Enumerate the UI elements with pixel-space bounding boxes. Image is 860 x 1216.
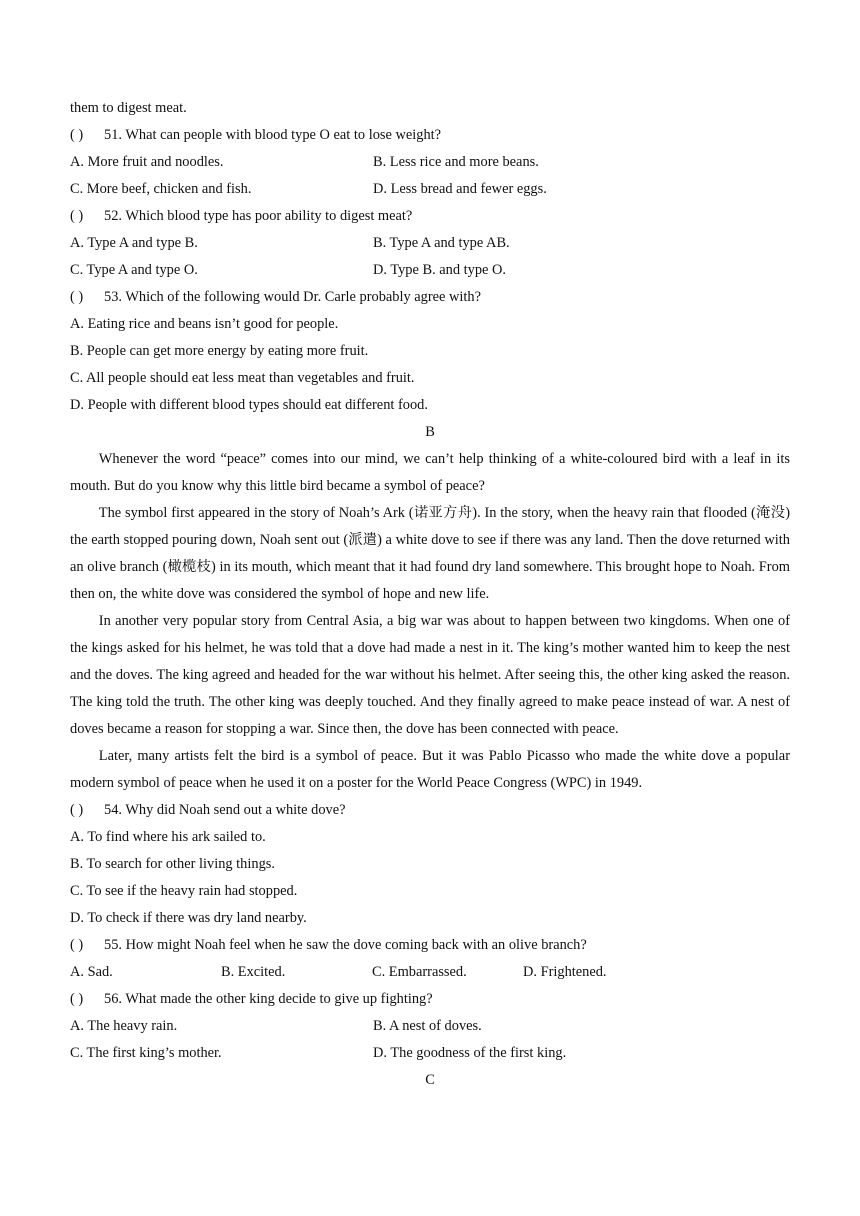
options-row	[70, 1040, 790, 1067]
option-a: A. Sad.	[70, 964, 113, 980]
option-c: C. More beef, chicken and fish.	[70, 181, 252, 197]
option-a: A. To find where his ark sailed to.	[70, 829, 266, 845]
question-53	[70, 284, 790, 311]
section-heading-c: C	[425, 1072, 435, 1088]
option-d: D. The goodness of the first king.	[373, 1045, 567, 1061]
answer-blank: ( )	[70, 802, 84, 818]
options-row	[70, 230, 790, 257]
option-a: A. Type A and type B.	[70, 235, 198, 251]
question-text: 53. Which of the following would Dr. Carle probably agree with?	[104, 289, 481, 305]
question-text: 52. Which blood type has poor ability to digest meat?	[104, 208, 413, 224]
passage-paragraph: The symbol first appeared in the story of Noah’s Ark (诺亚方舟). In the story, when the heavy rain that flooded (淹没) the earth stopped pouring down, Noah sent out (派遣) a white dove to see if there was any land. Then the dove returned with an olive branch (橄榄枝) in its mouth, which meant that it had found dry land somewhere. This brought hope to Noah. From then on, the white dove was considered the symbol of hope and new life.	[70, 505, 790, 602]
question-54	[70, 797, 790, 824]
option-c: C. The first king’s mother.	[70, 1045, 222, 1061]
question-56	[70, 986, 790, 1013]
option-d: D. Frightened.	[523, 964, 607, 980]
option-d: D. Less bread and fewer eggs.	[373, 181, 547, 197]
intro-tail: them to digest meat.	[70, 100, 187, 116]
question-text: 54. Why did Noah send out a white dove?	[104, 802, 346, 818]
question-text: 51. What can people with blood type O eat to lose weight?	[104, 127, 442, 143]
passage-paragraph: In another very popular story from Central Asia, a big war was about to happen between two kingdoms. When one of the kings asked for his helmet, he was told that a dove had made a nest in it. The king’s mother wanted him to keep the nest and the doves. The king agreed and headed for the war without his helmet. After seeing this, the other king asked the reason. The king told the truth. The other king was deeply touched. And they finally agreed to make peace instead of war. A nest of doves became a reason for stopping a war. Since then, the dove has been connected with peace.	[70, 613, 790, 737]
options-row	[70, 959, 790, 986]
question-text: 56. What made the other king decide to give up fighting?	[104, 991, 433, 1007]
option-b: B. Type A and type AB.	[373, 235, 510, 251]
options-row	[70, 257, 790, 284]
options-row	[70, 149, 790, 176]
options-row	[70, 176, 790, 203]
question-55	[70, 932, 790, 959]
question-51	[70, 122, 790, 149]
answer-blank: ( )	[70, 937, 84, 953]
option-b: B. Less rice and more beans.	[373, 154, 539, 170]
option-a: A. More fruit and noodles.	[70, 154, 224, 170]
option-d: D. Type B. and type O.	[373, 262, 507, 278]
option-d: D. People with different blood types should eat different food.	[70, 397, 428, 413]
option-a: A. Eating rice and beans isn’t good for people.	[70, 316, 339, 332]
passage-paragraph: Whenever the word “peace” comes into our mind, we can’t help thinking of a white-coloured bird with a leaf in its mouth. But do you know why this little bird became a symbol of peace?	[70, 451, 790, 494]
exam-page	[70, 95, 790, 1094]
option-d: D. To check if there was dry land nearby.	[70, 910, 307, 926]
answer-blank: ( )	[70, 208, 84, 224]
question-52	[70, 203, 790, 230]
option-b: B. To search for other living things.	[70, 856, 275, 872]
answer-blank: ( )	[70, 289, 84, 305]
option-c: C. All people should eat less meat than vegetables and fruit.	[70, 370, 415, 386]
option-b: B. People can get more energy by eating more fruit.	[70, 343, 369, 359]
question-text: 55. How might Noah feel when he saw the dove coming back with an olive branch?	[104, 937, 587, 953]
option-a: A. The heavy rain.	[70, 1018, 178, 1034]
option-b: B. Excited.	[221, 964, 286, 980]
option-b: B. A nest of doves.	[373, 1018, 482, 1034]
option-c: C. To see if the heavy rain had stopped.	[70, 883, 298, 899]
passage-paragraph: Later, many artists felt the bird is a symbol of peace. But it was Pablo Picasso who made the white dove a popular modern symbol of peace when he used it on a poster for the World Peace Congress (WPC) in 1949.	[70, 748, 790, 791]
answer-blank: ( )	[70, 991, 84, 1007]
answer-blank: ( )	[70, 127, 84, 143]
option-c: C. Embarrassed.	[372, 964, 467, 980]
option-c: C. Type A and type O.	[70, 262, 198, 278]
section-heading-b: B	[425, 424, 435, 440]
options-row	[70, 1013, 790, 1040]
